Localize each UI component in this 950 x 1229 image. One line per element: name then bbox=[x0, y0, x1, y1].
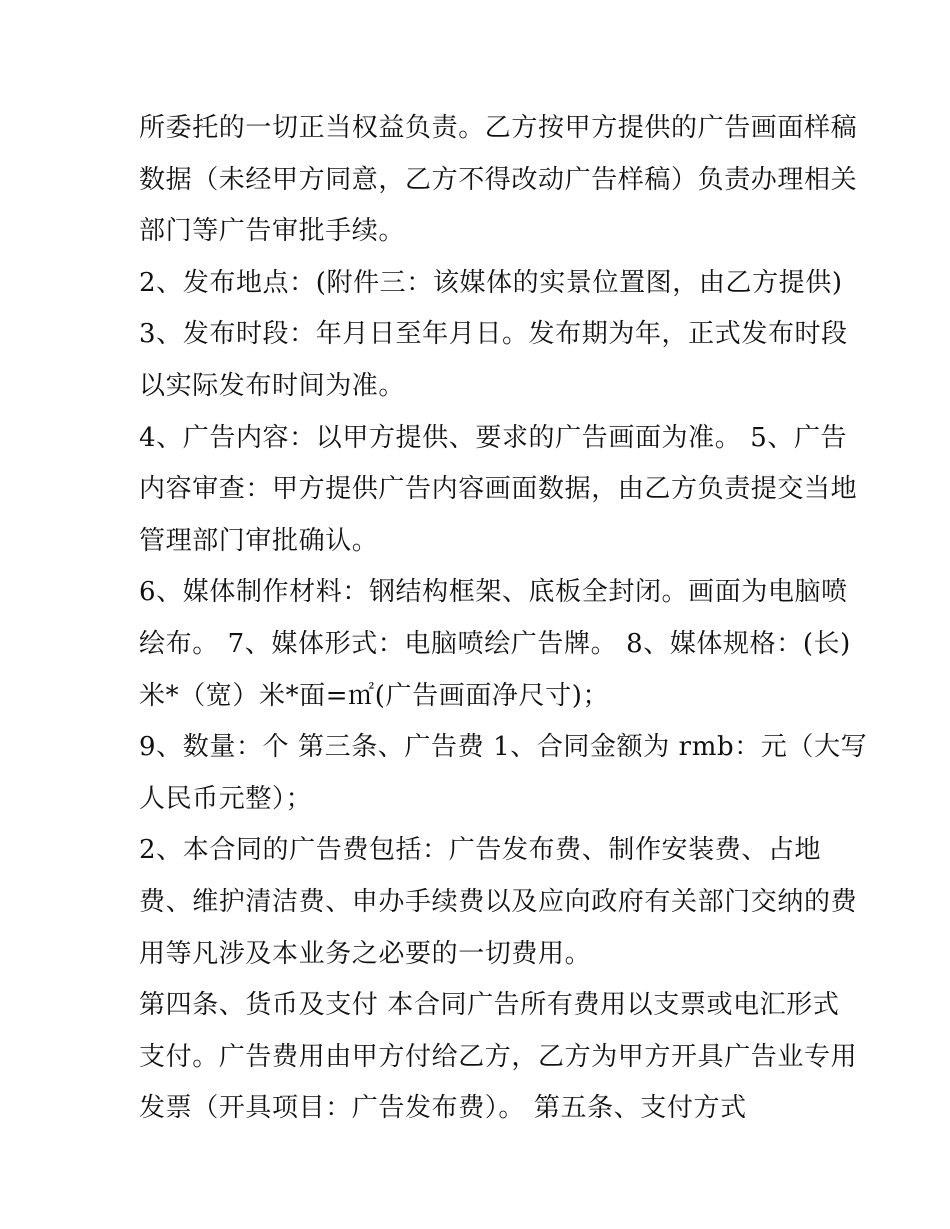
text-line-1: 所委托的一切正当权益负责。乙方按甲方提供的广告画面样稿 bbox=[139, 113, 858, 143]
text-line-12: 米*（宽）米*面=㎡(广告画面净尺寸)； bbox=[139, 680, 610, 711]
text-line-2: 数据（未经甲方同意，乙方不得改动广告样稿）负责办理相关 bbox=[139, 164, 858, 195]
text-line-19: 支付。广告费用由甲方付给乙方，乙方为甲方开具广告业专用 bbox=[139, 1041, 858, 1072]
text-line-17: 用等凡涉及本业务之必要的一切费用。 bbox=[139, 938, 592, 969]
text-line-13: 9、数量：个 第三条、广告费 1、合同金额为 rmb：元（大写 bbox=[139, 732, 868, 763]
text-line-6: 以实际发布时间为准。 bbox=[139, 370, 406, 401]
text-line-3: 部门等广告审批手续。 bbox=[139, 216, 406, 247]
text-line-14: 人民币元整）； bbox=[139, 783, 313, 814]
text-line-5: 3、发布时段：年月日至年月日。发布期为年，正式发布时段 bbox=[139, 319, 848, 350]
text-line-11: 绘布。 7、媒体形式：电脑喷绘广告牌。 8、媒体规格：(长) bbox=[139, 628, 851, 659]
text-line-4: 2、发布地点：(附件三：该媒体的实景位置图，由乙方提供) bbox=[139, 267, 843, 298]
text-line-10: 6、媒体制作材料：钢结构框架、底板全封闭。画面为电脑喷 bbox=[139, 577, 848, 608]
text-line-9: 管理部门审批确认。 bbox=[139, 525, 379, 556]
text-line-8: 内容审查：甲方提供广告内容画面数据，由乙方负责提交当地 bbox=[139, 474, 858, 505]
text-line-7: 4、广告内容：以甲方提供、要求的广告画面为准。 5、广告 bbox=[139, 422, 848, 453]
contract-text bbox=[139, 103, 868, 1135]
text-line-20: 发票（开具项目：广告发布费）。 第五条、支付方式 bbox=[139, 1093, 747, 1124]
text-line-16: 费、维护清洁费、申办手续费以及应向政府有关部门交纳的费 bbox=[139, 886, 858, 917]
text-line-15: 2、本合同的广告费包括：广告发布费、制作安装费、占地 bbox=[139, 835, 822, 866]
text-line-18: 第四条、货币及支付 本合同广告所有费用以支票或电汇形式 bbox=[139, 990, 840, 1021]
